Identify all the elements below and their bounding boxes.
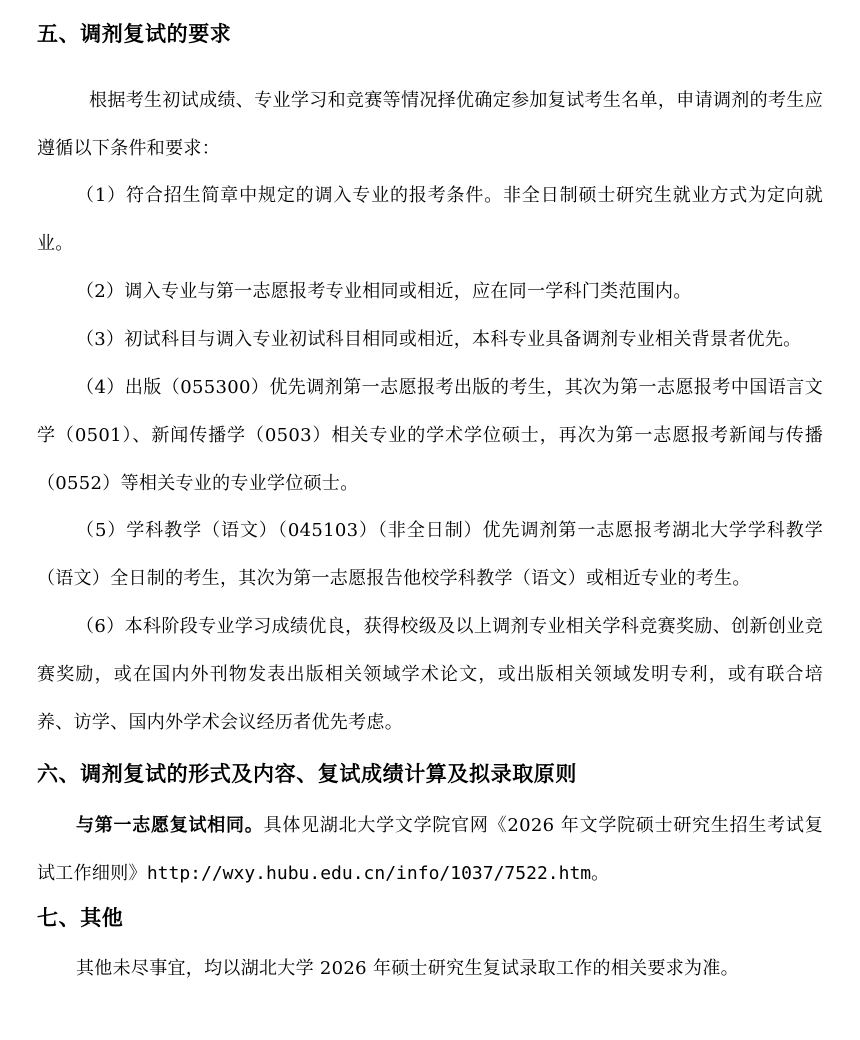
requirement-item-5: （5）学科教学（语文）（045103）（非全日制）优先调剂第一志愿报考湖北大学学科教学（语文）全日制的考生，其次为第一志愿报告他校学科教学（语文）或相近专业的考生。 <box>37 520 823 589</box>
section-6-body <box>37 802 823 898</box>
section-6-url: http://wxy.hubu.edu.cn/info/1037/7522.htm <box>146 863 592 884</box>
requirement-item-4: （4）出版（055300）优先调剂第一志愿报考出版的考生，其次为第一志愿报考中国语言文学（0501）、新闻传播学（0503）相关专业的学术学位硕士，再次为第一志愿报考新闻与传播（0552）等相关专业的专业学位硕士。 <box>37 377 823 494</box>
requirement-item-3: （3）初试科目与调入专业初试科目相同或相近，本科专业具备调剂专业相关背景者优先。 <box>76 329 802 350</box>
section-7-heading: 七、其他 <box>37 906 124 930</box>
section-7-body: 其他未尽事宜，均以湖北大学 2026 年硕士研究生复试录取工作的相关要求为准。 <box>76 958 739 979</box>
requirement-item-1: （1）符合招生简章中规定的调入专业的报考条件。非全日制硕士研究生就业方式为定向就业。 <box>37 185 823 254</box>
section-6-text: 具体见湖北大学文学院官网《2026 年文学院硕士研究生招生考试复试工作细则》 <box>37 815 823 884</box>
section-6-lead: 与第一志愿复试相同。 <box>76 815 264 836</box>
requirement-item-2: （2）调入专业与第一志愿报考专业相同或相近，应在同一学科门类范围内。 <box>76 281 692 302</box>
section-6-end: 。 <box>591 863 610 884</box>
section-5-heading: 五、调剂复试的要求 <box>37 22 232 46</box>
section-5-intro: 根据考生初试成绩、专业学习和竞赛等情况择优确定参加复试考生名单，申请调剂的考生应遵循以下条件和要求： <box>37 90 823 159</box>
section-6-heading: 六、调剂复试的形式及内容、复试成绩计算及拟录取原则 <box>37 762 577 786</box>
requirement-item-6: （6）本科阶段专业学习成绩优良，获得校级及以上调剂专业相关学科竞赛奖励、创新创业竞赛奖励，或在国内外刊物发表出版相关领域学术论文，或出版相关领域发明专利，或有联合培养、访学、国内外学术会议经历者优先考虑。 <box>37 616 823 733</box>
